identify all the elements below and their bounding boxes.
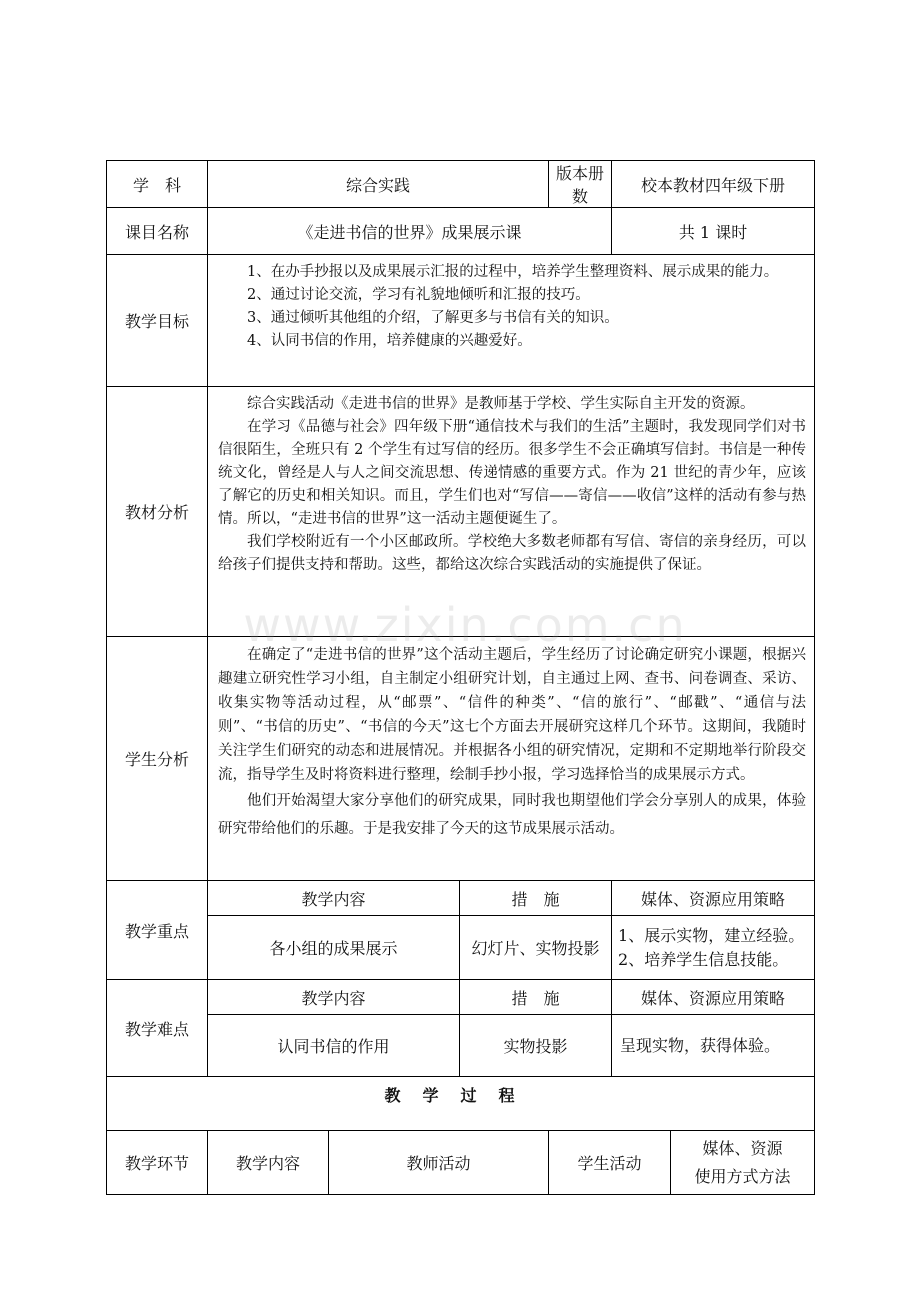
- lesson-plan-table: [106, 160, 815, 1195]
- key-points-body-row: [107, 916, 815, 980]
- course-label: 课目名称: [107, 208, 208, 255]
- material-paragraph: 我们学校附近有一个小区邮政所。学校绝大多数老师都有写信、寄信的亲身经历，可以给孩子们提供支持和帮助。这些，都给这次综合实践活动的实施提供了保证。: [218, 534, 807, 573]
- process-col-media-line2: 使用方式方法: [694, 1166, 791, 1186]
- process-col-media-line1: 媒体、资源: [702, 1138, 783, 1158]
- diff-media: 呈现实物，获得体验。: [612, 1015, 815, 1077]
- process-col-teacher: 教师活动: [329, 1131, 549, 1195]
- students-content: [208, 637, 815, 881]
- process-header-row: [107, 1131, 815, 1195]
- key-points-header-row: [107, 881, 815, 916]
- goals-row: [107, 255, 815, 387]
- diff-col-media: 媒体、资源应用策略: [612, 980, 815, 1015]
- goal-item: 1、在办手抄报以及成果展示汇报的过程中，培养学生整理资料、展示成果的能力。: [247, 264, 779, 280]
- key-media: [612, 916, 815, 980]
- students-paragraph: 他们开始渴望大家分享他们的研究成果，同时我也期望他们学会分享别人的成果，体验研究带给他们的乐趣。于是我安排了今天的这节成果展示活动。: [218, 793, 807, 837]
- students-label: 学生分析: [107, 637, 208, 881]
- watermark: www.zixin.com.cn: [243, 598, 687, 652]
- difficulties-label: 教学难点: [107, 980, 208, 1077]
- difficulties-body-row: [107, 1015, 815, 1077]
- subject-row: [107, 161, 815, 208]
- students-row: [107, 637, 815, 881]
- diff-content: 认同书信的作用: [208, 1015, 460, 1077]
- diff-col-measure: 措 施: [460, 980, 612, 1015]
- material-content: [208, 387, 815, 637]
- hours-value: 共 1 课时: [612, 208, 815, 255]
- process-col-student: 学生活动: [549, 1131, 671, 1195]
- course-value: 《走进书信的世界》成果展示课: [208, 208, 612, 255]
- key-col-content: 教学内容: [208, 881, 460, 916]
- difficulties-header-row: [107, 980, 815, 1015]
- process-title: 教学过程: [107, 1077, 815, 1131]
- key-col-measure: 措 施: [460, 881, 612, 916]
- material-paragraph: 在学习《品德与社会》四年级下册“通信技术与我们的生活”主题时，我发现同学们对书信很陌生，全班只有 2 个学生有过写信的经历。很多学生不会正确填写信封。书信是一种传统文化，曾经是人与人之间交流思想、传递情感的重要方式。作为 21 世纪的青少年，应该了解它的历史和相关知识。而且，学生们也对“写信——寄信——收信”这样的活动有参与热情。所以，“走进书信的世界”这一活动主题便诞生了。: [218, 419, 807, 527]
- goal-item: 4、认同书信的作用，培养健康的兴趣爱好。: [247, 333, 532, 349]
- goals-content: [208, 255, 815, 387]
- diff-col-content: 教学内容: [208, 980, 460, 1015]
- course-row: [107, 208, 815, 255]
- goals-label: 教学目标: [107, 255, 208, 387]
- material-label: 教材分析: [107, 387, 208, 637]
- students-paragraph: 在确定了“走进书信的世界”这个活动主题后，学生经历了讨论确定研究小课题，根据兴趣建立研究性学习小组，自主制定小组研究计划，自主通过上网、查书、问卷调查、采访、收集实物等活动过程，从“邮票”、“信件的种类”、“信的旅行”、“邮戳”、“通信与法则”、“书信的历史”、“书信的今天”这七个方面去开展研究这样几个环节。这期间，我随时关注学生们研究的动态和进展情况。并根据各小组的研究情况，定期和不定期地举行阶段交流，指导学生及时将资料进行整理，绘制手抄小报，学习选择恰当的成果展示方式。: [218, 647, 807, 783]
- edition-value: 校本教材四年级下册: [612, 161, 815, 208]
- key-points-label: 教学重点: [107, 881, 208, 980]
- edition-label: 版本册数: [549, 161, 612, 208]
- material-paragraph: 综合实践活动《走进书信的世界》是教师基于学校、学生实际自主开发的资源。: [247, 396, 755, 412]
- goal-item: 2、通过讨论交流，学习有礼貌地倾听和汇报的技巧。: [247, 287, 590, 303]
- key-col-media: 媒体、资源应用策略: [612, 881, 815, 916]
- goal-item: 3、通过倾听其他组的介绍，了解更多与书信有关的知识。: [247, 310, 619, 326]
- key-content: 各小组的成果展示: [208, 916, 460, 980]
- key-media-item: 1、展示实物，建立经验。: [618, 925, 805, 945]
- process-title-row: [107, 1077, 815, 1131]
- material-row: [107, 387, 815, 637]
- process-col-media: [671, 1131, 815, 1195]
- key-media-item: 2、培养学生信息技能。: [618, 949, 789, 969]
- subject-value: 综合实践: [208, 161, 549, 208]
- subject-label: 学 科: [107, 161, 208, 208]
- process-col-stage: 教学环节: [107, 1131, 208, 1195]
- process-col-content: 教学内容: [208, 1131, 329, 1195]
- key-measure: 幻灯片、实物投影: [460, 916, 612, 980]
- diff-measure: 实物投影: [460, 1015, 612, 1077]
